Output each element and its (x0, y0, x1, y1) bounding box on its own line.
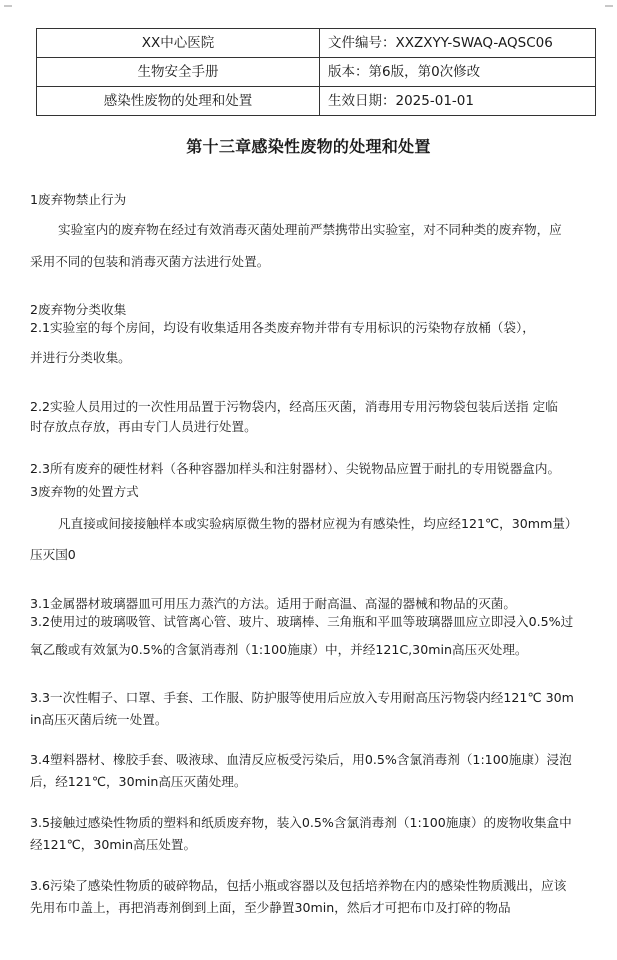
paragraph-line: 实验室内的废弃物在经过有效消毒灭菌处理前严禁携带出实验室，对不同种类的废弃物，应 (58, 222, 562, 237)
paragraph-line: 后，经121℃，30min高压灭菌处理。 (30, 774, 247, 789)
chapter-title: 第十三章感染性废物的处理和处置 (186, 137, 431, 156)
section-heading: 2废弃物分类收集 (30, 302, 127, 317)
paragraph-line: 并进行分类收集。 (30, 350, 131, 365)
paragraph-line: 时存放点存放，再由专门人员进行处置。 (30, 419, 257, 434)
hospital-name: XX中心医院 (37, 29, 320, 58)
paragraph-line: 氧乙酸或有效氯为0.5%的含氯消毒剂（1:100施康）中，并经121C,30min高压灭处理。 (30, 642, 528, 657)
paragraph-line: 3.6污染了感染性物质的破碎物品，包括小瓶或容器以及包括培养物在内的感染性物质溅出，应该 (30, 878, 567, 893)
header-row (37, 58, 596, 87)
paragraph-line: 3.2使用过的玻璃吸管、试管离心管、玻片、玻璃棒、三角瓶和平皿等玻璃器皿应立即浸入0.5%过 (30, 614, 574, 629)
header-row (37, 29, 596, 58)
paragraph-line: 3.5接触过感染性物质的塑料和纸质废弃物，装入0.5%含氯消毒剂（1:100施康）的废物收集盒中 (30, 815, 572, 830)
section-heading: 3废弃物的处置方式 (30, 484, 139, 499)
paragraph-line: 3.3一次性帽子、口罩、手套、工作服、防护服等使用后应放入专用耐高压污物袋内经121℃ 30m (30, 690, 574, 705)
paragraph-line: 经121℃，30min高压处置。 (30, 837, 197, 852)
paragraph-line: 2.3所有废弃的硬性材料（各种容器加样头和注射器材）、尖锐物品应置于耐扎的专用锐器盒内。 (30, 461, 561, 476)
effective-date: 生效日期：2025-01-01 (320, 87, 596, 116)
section-heading: 1废弃物禁止行为 (30, 192, 127, 207)
paragraph-line: 采用不同的包装和消毒灭菌方法进行处置。 (30, 254, 270, 269)
document-header-table (36, 28, 596, 116)
corner-mark-left (4, 5, 12, 7)
paragraph-line: 凡直接或间接接触样本或实验病原微生物的器材应视为有感染性，均应经121℃，30mm量） (58, 516, 578, 531)
section-name: 感染性废物的处理和处置 (37, 87, 320, 116)
corner-mark-right (605, 5, 613, 7)
paragraph-line: 2.1实验室的每个房间，均设有收集适用各类废弃物并带有专用标识的污染物存放桶（袋）， (30, 320, 535, 335)
paragraph-line: 3.1金属器材玻璃器皿可用压力蒸汽的方法。适用于耐高温、高湿的器械和物品的灭菌。 (30, 596, 516, 611)
paragraph-line: in高压灭菌后统一处置。 (30, 712, 168, 727)
version: 版本：第6版，第0次修改 (320, 58, 596, 87)
paragraph-line: 先用布巾盖上，再把消毒剂倒到上面，至少静置30min，然后才可把布巾及打碎的物品 (30, 900, 511, 915)
paragraph-line: 3.4塑料器材、橡胶手套、吸液球、血清反应板受污染后，用0.5%含氯消毒剂（1:100施康）浸泡 (30, 752, 572, 767)
paragraph-line: 2.2实验人员用过的一次性用品置于污物袋内，经高压灭菌，消毒用专用污物袋包装后送指 定临 (30, 399, 558, 414)
file-number: 文件编号：XXZXYY-SWAQ-AQSC06 (320, 29, 596, 58)
header-row (37, 87, 596, 116)
paragraph-line: 压灭国0 (30, 547, 76, 562)
manual-name: 生物安全手册 (37, 58, 320, 87)
